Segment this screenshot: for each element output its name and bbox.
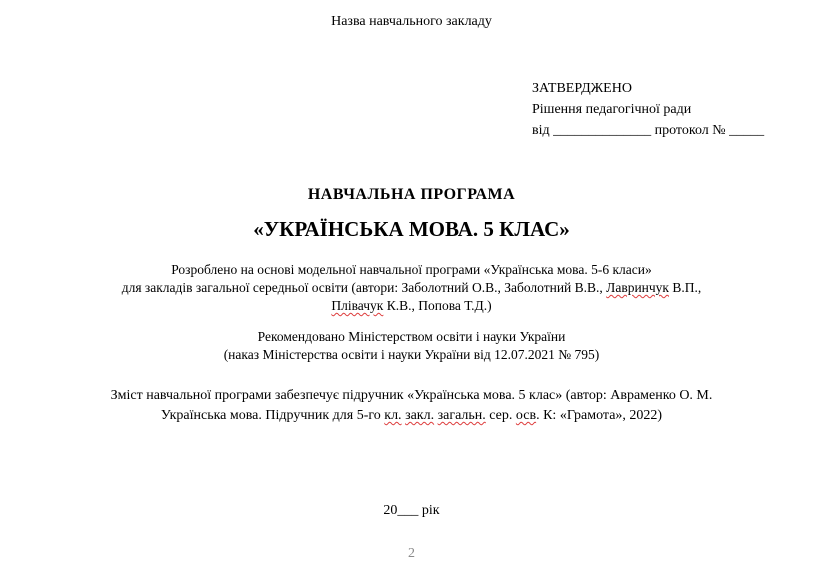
based-on-line2-segment: В.П., [669,280,702,295]
page-number: 2 [408,546,415,561]
year-suffix: рік [418,503,440,518]
based-on-line3 [0,297,823,315]
year-prefix: 20 [383,503,398,518]
institution-name-line: Назва навчального закладу [331,14,492,29]
misspelled-word: загальн. [437,408,486,423]
based-on-paragraph [0,261,823,315]
document-subtitle: «УКРАЇНСЬКА МОВА. 5 КЛАС» [253,217,570,241]
year-blank: ___ [397,503,419,518]
based-on-line2 [0,279,823,297]
approval-protocol-label: протокол № [651,123,730,138]
based-on-line3-segment: К.В., Попова Т.Д.) [383,298,492,313]
based-on-line2-segment: для закладів загальної середньої освіти (автори: Заболотний О.В., Заболотний В.В., [121,280,607,295]
approval-block [532,78,764,141]
approval-date-blank: ______________ [553,123,652,138]
textbook-segment: сер. [485,408,516,423]
approval-body: Рішення педагогічної ради [532,102,692,117]
approval-date-prefix: від [532,123,554,138]
year-line [0,503,823,519]
misspelled-word: Лавринчук [606,280,669,295]
approval-date-line [532,120,764,141]
textbook-segment: Українська мова. Підручник для 5-го [160,408,385,423]
based-on-line1: Розроблено на основі модельної навчальної програми «Українська мова. 5-6 класи» [171,262,652,277]
recommended-paragraph [0,328,823,364]
misspelled-word: закл. [405,408,435,423]
misspelled-word: Плівачук [331,298,384,313]
textbook-segment: . К: «Грамота», 2022) [536,408,663,423]
recommended-line1: Рекомендовано Міністерством освіти і науки України [257,329,566,344]
approval-stamp: ЗАТВЕРДЖЕНО [532,81,632,96]
document-title: НАВЧАЛЬНА ПРОГРАМА [307,186,516,203]
misspelled-word: осв [515,408,537,423]
approval-protocol-blank: _____ [729,123,765,138]
textbook-line1: Зміст навчальної програми забезпечує підручник «Українська мова. 5 клас» (автор: Авраменко О. М. [110,388,713,403]
textbook-paragraph [0,386,823,426]
recommended-line2: (наказ Міністерства освіти і науки України від 12.07.2021 № 795) [223,347,600,362]
misspelled-word: кл. [384,408,402,423]
textbook-line2 [0,406,823,426]
